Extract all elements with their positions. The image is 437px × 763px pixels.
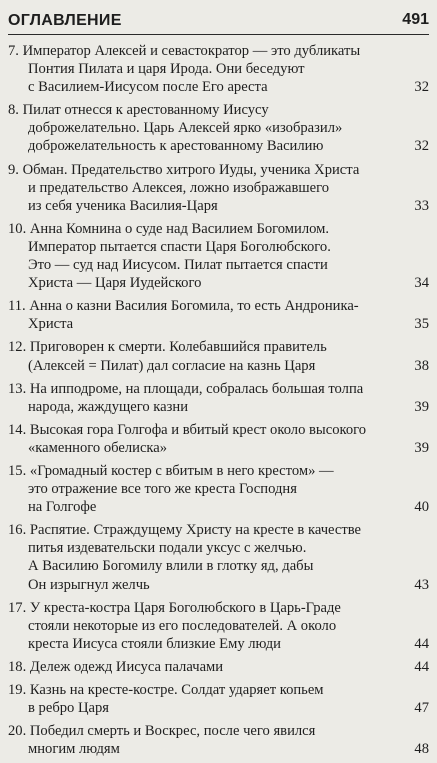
toc-entry-text: 17. У креста-костра Царя Боголюбского в Царь-Граде: [8, 600, 344, 616]
toc-entry-page: 44: [414, 635, 429, 652]
toc-entry-line: [8, 119, 429, 137]
toc-entry-text: 14. Высокая гора Голгофа и вбитый крест около высокого: [8, 422, 369, 438]
toc-entry-text: Император пытается спасти Царя Боголюбского.: [28, 239, 334, 255]
toc-entry-line: [8, 60, 429, 78]
toc-entry: [8, 101, 429, 155]
toc-entry: [8, 681, 429, 717]
toc-entry-last-line: [8, 315, 429, 333]
toc-entry-page: 48: [414, 741, 429, 758]
toc-entry-line: [8, 539, 429, 557]
toc-entry-text: Христа — Царя Иудейского: [28, 275, 204, 291]
toc-entry-text: многим людям: [28, 741, 123, 757]
toc-entry-page: 44: [414, 658, 429, 675]
page-title: ОГЛАВЛЕНИЕ: [8, 12, 122, 29]
toc-entry-text: 12. Приговорен к смерти. Колебавшийся правитель: [8, 339, 330, 355]
toc-entry-line: [8, 338, 429, 356]
toc-entry-text: народа, жаждущего казни: [28, 399, 191, 415]
toc-entry-line: [8, 179, 429, 197]
page-header: [8, 6, 429, 35]
toc-entry-page: 39: [414, 398, 429, 415]
page-number: 491: [402, 11, 429, 28]
toc-entry-page: 43: [414, 576, 429, 593]
toc-entry: [8, 421, 429, 457]
toc-entry-line: [8, 42, 429, 60]
toc-entry-line: [8, 480, 429, 498]
toc-entry: [8, 220, 429, 292]
toc-entry-text: 13. На ипподроме, на площади, собралась большая толпа: [8, 381, 366, 397]
toc-entry-text: доброжелательность к арестованному Василию: [28, 138, 326, 154]
toc-entry-page: 38: [414, 357, 429, 374]
toc-entry-text: 9. Обман. Предательство хитрого Иуды, ученика Христа: [8, 162, 362, 178]
toc-entry-last-line: [8, 357, 429, 375]
toc-entry-text: 20. Победил смерть и Воскрес, после чего явился: [8, 723, 318, 739]
toc-entry-line: [8, 599, 429, 617]
toc-entry-text: питья издевательски подали уксус с желчью.: [28, 540, 309, 556]
toc-entry-text: на Голгофе: [28, 499, 99, 515]
toc-entry-last-line: [8, 498, 429, 516]
toc-entry-text: Это — суд над Иисусом. Пилат пытается спасти: [28, 257, 331, 273]
toc-entry: [8, 297, 429, 333]
toc-entry: [8, 380, 429, 416]
toc-entry-text: 8. Пилат отнесся к арестованному Иисусу: [8, 102, 272, 118]
toc-entry-text: это отражение все того же креста Господня: [28, 481, 300, 497]
toc-entry-text: 16. Распятие. Страждущему Христу на кресте в качестве: [8, 522, 364, 538]
toc-entry-text: и предательство Алексея, ложно изображавшего: [28, 180, 332, 196]
toc-entry: [8, 161, 429, 215]
toc-entry: [8, 658, 429, 676]
toc-entry-page: 47: [414, 700, 429, 717]
toc-entry-text: в ребро Царя: [28, 700, 112, 716]
toc-entry: [8, 338, 429, 374]
toc-entry-last-line: [8, 658, 429, 676]
toc-entry-last-line: [8, 197, 429, 215]
toc-entry: [8, 42, 429, 96]
toc-entry-text: 15. «Громадный костер с вбитым в него крестом» —: [8, 463, 337, 479]
toc-entry-text: 18. Дележ одежд Иисуса палачами: [8, 659, 226, 675]
toc-entry-text: 10. Анна Комнина о суде над Василием Богомилом.: [8, 221, 332, 237]
toc-entry-line: [8, 681, 429, 699]
toc-entry-last-line: [8, 137, 429, 155]
toc-entry-text: «каменного обелиска»: [28, 440, 170, 456]
toc-entry-page: 32: [414, 79, 429, 96]
toc-entry-line: [8, 297, 429, 315]
toc-entry: [8, 521, 429, 593]
toc-entry-line: [8, 722, 429, 740]
toc-entry-last-line: [8, 274, 429, 292]
toc-entry-line: [8, 617, 429, 635]
toc-entry-last-line: [8, 635, 429, 653]
toc-entry-page: 33: [414, 197, 429, 214]
toc-list: [8, 42, 429, 763]
toc-entry-text: А Василию Богомилу влили в глотку яд, дабы: [28, 558, 316, 574]
toc-entry-line: [8, 101, 429, 119]
toc-entry: [8, 462, 429, 516]
toc-entry-text: из себя ученика Василия-Царя: [28, 198, 221, 214]
toc-entry-line: [8, 521, 429, 539]
toc-entry-text: Он изрыгнул желчь: [28, 577, 153, 593]
toc-entry-text: 11. Анна о казни Василия Богомила, то есть Андроника-: [8, 298, 362, 314]
toc-entry-line: [8, 220, 429, 238]
toc-entry-page: 35: [414, 316, 429, 333]
toc-entry-last-line: [8, 78, 429, 96]
toc-entry-line: [8, 238, 429, 256]
toc-entry-text: (Алексей = Пилат) дал согласие на казнь Царя: [28, 358, 318, 374]
toc-entry-text: с Василием-Иисусом после Его ареста: [28, 79, 271, 95]
toc-entry-last-line: [8, 398, 429, 416]
toc-entry-last-line: [8, 576, 429, 594]
toc-entry-last-line: [8, 699, 429, 717]
toc-entry-last-line: [8, 740, 429, 758]
toc-entry-page: 34: [414, 275, 429, 292]
toc-entry-line: [8, 462, 429, 480]
toc-entry-text: 19. Казнь на кресте-костре. Солдат ударяет копьем: [8, 682, 327, 698]
toc-entry-line: [8, 380, 429, 398]
toc-entry-page: 40: [414, 499, 429, 516]
toc-entry-line: [8, 256, 429, 274]
toc-entry-text: стояли некоторые из его последователей. А около: [28, 618, 339, 634]
toc-entry-text: 7. Император Алексей и севастократор — это дубликаты: [8, 43, 363, 59]
toc-entry-text: Понтия Пилата и царя Ирода. Они беседуют: [28, 61, 308, 77]
toc-entry-last-line: [8, 439, 429, 457]
toc-entry-line: [8, 557, 429, 575]
toc-entry: [8, 599, 429, 653]
toc-entry-page: 39: [414, 439, 429, 456]
toc-entry: [8, 722, 429, 758]
toc-entry-line: [8, 421, 429, 439]
toc-entry-text: креста Иисуса стояли близкие Ему люди: [28, 636, 284, 652]
toc-entry-line: [8, 161, 429, 179]
toc-entry-text: Христа: [28, 316, 76, 332]
toc-entry-text: доброжелательно. Царь Алексей ярко «изобразил»: [28, 120, 345, 136]
toc-entry-page: 32: [414, 138, 429, 155]
